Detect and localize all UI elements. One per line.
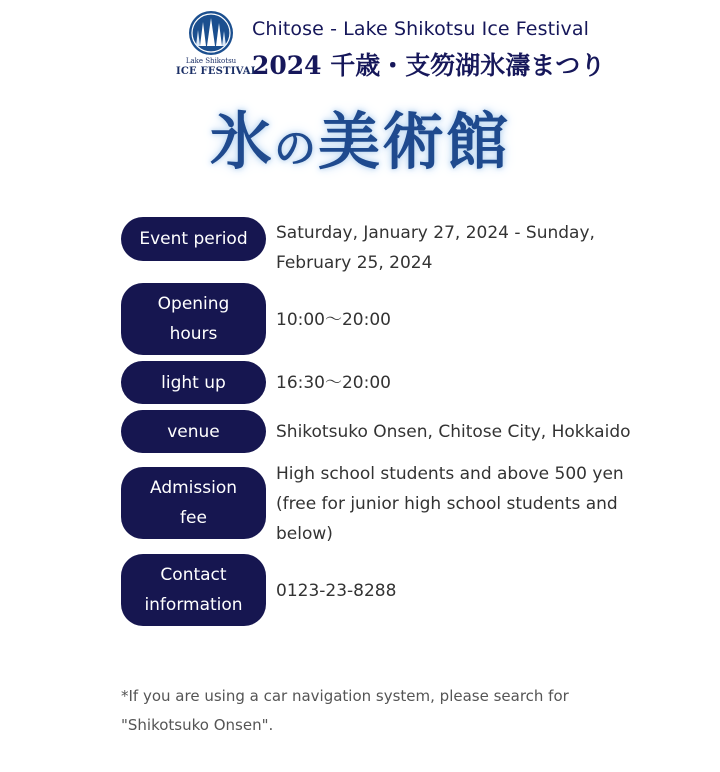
value-admission-fee: High school students and above 500 yen (free for junior high school students and below) [276,464,624,544]
value-event-period: Saturday, January 27, 2024 - Sunday, February 25, 2024 [276,223,595,273]
ice-sculpture-logo-icon [176,10,246,56]
label-event-period: Event period [121,217,266,261]
label-venue: venue [121,410,266,453]
label-light-up: light up [121,361,266,404]
banner-part-museum: 美術館 [318,105,511,178]
label-contact-information: Contact information [121,554,266,626]
value-light-up: 16:30～20:00 [276,373,391,393]
logo-text-ice-festival: ICE FESTIVAL [176,66,258,77]
title-japanese: 2024 千歳・支笏湖氷濤まつり [252,51,606,80]
festival-header [176,10,616,82]
value-opening-hours: 10:00～20:00 [276,310,391,330]
banner-heading [0,92,720,181]
car-navigation-note: *If you are using a car navigation system, please search for "Shikotsuko Onsen". [121,687,569,734]
value-venue: Shikotsuko Onsen, Chitose City, Hokkaido [276,422,631,442]
label-admission-fee: Admission fee [121,467,266,539]
banner-part-ice: 氷 [209,105,274,178]
label-opening-hours: Opening hours [121,283,266,355]
banner-part-no: の [273,124,318,173]
logo-text-lake: Lake Shikotsu [185,57,237,65]
festival-logo [176,10,258,80]
title-english: Chitose - Lake Shikotsu Ice Festival [252,18,589,40]
value-contact-information: 0123-23-8288 [276,581,397,601]
